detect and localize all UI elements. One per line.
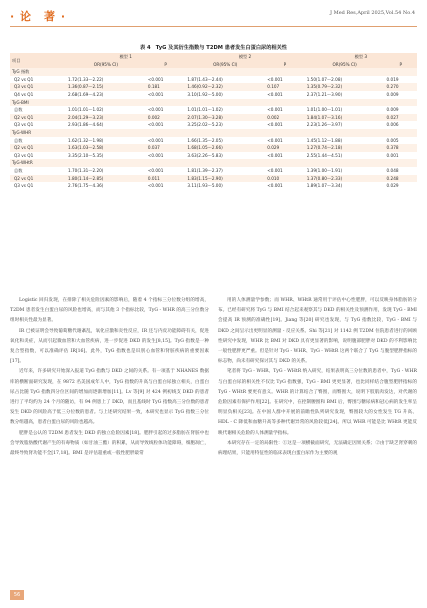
p-cell: 0.378 [386, 145, 399, 151]
section-header: · 论 著 · [10, 10, 67, 23]
p-cell: 0.002 [147, 114, 160, 120]
p-cell: <0.001 [267, 137, 283, 143]
p-header: P [164, 61, 167, 67]
journal-citation: J Med Res,April 2025,Vol.54 No.4 [329, 10, 415, 16]
p-cell: 0.037 [147, 145, 160, 151]
p-cell: <0.001 [267, 183, 283, 189]
row-label: Q4 vs Q1 [14, 91, 34, 97]
header-divider [10, 26, 417, 27]
p-cell: <0.001 [267, 76, 283, 82]
p-cell: <0.001 [147, 137, 164, 143]
p-cell: <0.001 [267, 91, 283, 97]
p-cell: 0.010 [267, 175, 280, 181]
table-group-row [10, 68, 417, 76]
results-table [10, 53, 417, 190]
or-cell: 2.07(1.30～3.28) [187, 114, 223, 120]
or-cell: 1.89(1.07～3.34) [306, 183, 343, 189]
p-cell: 0.029 [386, 183, 399, 189]
row-label: 总数 [14, 137, 23, 143]
table-row [10, 167, 417, 175]
paragraph: 用的人体测量学参数；而 WHR、WHtR 通常用于评估中心性肥胖，可以反映身体脂肪的分布。已经有研究将 TyG 与 BMI 结合起来观察其与 DKD 的相关性及预测作用，发现 TyG - BMI 会提高 IR 预测的准确性[19]。Jiang 等[20] 研究也发现，与 TyG 指数比较，TyG - BMI 与 DKD 之间呈示出更明显的测量 - 反应关系。Shi 等[21] 对 1142 例 T2DM 住院患者进行的回顾性研究中发现，WHR 比 BMI 对 DKD 具有更显著的影响，说明腹部肥胖对 DKD 的不利影响比一般性肥胖更严重。但是针对 TyG - WHR、TyG - WHtR 这两个联合了 TyG 与腹型肥胖指标的标志物，尚未有研究探讨其与 DKD 的关系。 [218, 298, 417, 365]
p-cell: <0.001 [267, 122, 283, 128]
or-header: OR(95% CI) [213, 61, 238, 67]
p-cell: 0.107 [267, 84, 280, 90]
or-cell: 1.50(1.07～2.08) [306, 76, 343, 82]
or-cell: 1.01(1.01～1.02) [68, 107, 104, 113]
table-row [10, 106, 417, 114]
p-cell: 0.181 [147, 84, 160, 90]
p-cell: <0.001 [267, 107, 283, 113]
p-cell: <0.001 [147, 167, 164, 173]
table-row [10, 83, 417, 91]
table-group-row [10, 99, 417, 107]
table-row [10, 175, 417, 183]
or-cell: 2.37(1.21～3.90) [306, 91, 343, 97]
or-cell: 1.01(1.00～1.01) [306, 107, 343, 113]
p-cell: 0.009 [386, 91, 399, 97]
or-cell: 1.37(0.80～2.33) [306, 175, 343, 181]
p-cell: <0.001 [147, 91, 164, 97]
p-cell: 0.002 [267, 114, 280, 120]
or-cell: 1.70(1.31～2.20) [68, 167, 104, 173]
table-row [10, 152, 417, 160]
p-cell: 0.270 [386, 84, 399, 90]
or-cell: 1.35(0.79～2.32) [306, 84, 343, 90]
table-row [10, 182, 417, 190]
group-label: TyG-WHtR [12, 160, 33, 166]
p-cell: 0.048 [386, 167, 399, 173]
or-cell: 1.66(1.35～2.05) [187, 137, 223, 143]
paragraph: 笔者将 TyG - WHR、TyG - WHtR 纳入研究，结果表明高三分位数的患者中，TyG - WHR 与白蛋白尿的相关性不仅比 TyG 指数强，TyG - BMI 更更显著，也比同样结合腹型肥胖指标的 TyG - WHtR 要更有意义。WHR 的计算结合了臀围，而臀围大，说明下肢肌肉发达，对代谢的危险因素有保护作用[22]。在研究中，在控制腰围和 BMI 后，臀围与糖尿病和冠心病的发生率呈明显负相关[23]。在中国人群中开展的前瞻性队列研究发现，臀围较大的女性发生 TG 升高、HDL - C 降低和血糖升高等多种代谢异常的风险较低[24]。所以 WHR 可能是比 WHtR 更能反映代谢相关危险的人体测量学指标。 [218, 369, 417, 436]
row-label: Q3 vs Q1 [14, 152, 34, 158]
row-label: Q2 vs Q1 [14, 145, 34, 151]
p-header: P [283, 61, 287, 67]
paragraph: 本研究存在一定的局限性：①这是一项横截面研究，无法确定因果关系；②由于缺乏肾穿刺的病理结果，只能用特征性的临床表现白蛋白尿作为主要的观 [218, 440, 417, 457]
p-header: P [399, 61, 403, 67]
or-cell: 1.68(1.05～2.66) [187, 145, 223, 151]
row-label: 总数 [14, 107, 23, 113]
or-cell: 2.04(1.29～3.23) [68, 114, 104, 120]
model-1-header: 模型 1 [119, 54, 132, 59]
p-cell: 0.006 [386, 122, 399, 128]
or-cell: 1.63(1.03～2.58) [68, 145, 104, 151]
row-label: Q2 vs Q1 [14, 114, 34, 120]
table-group-row [10, 129, 417, 137]
or-cell: 3.35(2.10～5.35) [68, 152, 104, 158]
row-label: Q3 vs Q1 [14, 122, 34, 128]
or-cell: 2.55(1.44～4.51) [306, 152, 343, 158]
or-cell: 3.11(1.93～5.00) [187, 183, 223, 189]
col-project: 项目 [12, 57, 21, 63]
right-column-text [218, 296, 417, 459]
row-label: Q3 vs Q1 [14, 84, 34, 90]
or-header: OR(95% CI) [93, 61, 119, 67]
or-cell: 2.93(1.86～4.64) [68, 122, 104, 128]
paragraph: Logistic 回归发现，在排除了相关危险因素的影响后，随着 4 个指标三分位数分组的增高，T2DM 患者发生白蛋白尿的风险也增高，而与其他 3 个指标比较，TyG - WHR 的高三分位数分组时相关性最为显著。 [10, 298, 209, 324]
table-group-row [10, 159, 417, 167]
p-cell: 0.009 [386, 107, 399, 113]
or-cell: 1.62(1.32～1.98) [68, 137, 104, 143]
row-label: Q2 vs Q1 [14, 76, 34, 82]
model-3-header: 模型 3 [354, 54, 368, 59]
or-cell: 1.80(1.14～2.85) [68, 175, 104, 181]
or-cell: 3.63(2.26～5.83) [187, 152, 223, 158]
or-cell: 1.45(1.12～1.88) [306, 137, 343, 143]
row-label: Q3 vs Q1 [14, 183, 34, 189]
table-row [10, 144, 417, 152]
p-cell: <0.001 [147, 76, 164, 82]
table-row [10, 114, 417, 122]
paragraph: 肥胖是公认的 T2DM 患者发生 DKD 的独立危险因素[18]。肥胖引起的过多脂肪在肾脏中也会导致脂肪酸代谢产生的有毒物质（如甘油三酯）的积累，从而导致线粒体功能障碍，细胞凋亡，最终导致肾功能不全[17,18]。BMI 是评估超重或一般性肥胖最常 [10, 430, 209, 457]
group-label: TyG-BMI [12, 99, 29, 105]
group-label: TyG 指数 [12, 69, 30, 75]
table-row [10, 121, 417, 129]
model-2-header: 模型 2 [238, 54, 252, 59]
or-cell: 1.46(0.92～2.32) [187, 84, 223, 90]
p-cell: <0.001 [147, 183, 164, 189]
or-cell: 1.83(1.15～2.90) [187, 175, 223, 181]
p-cell: <0.001 [147, 122, 164, 128]
row-label: 总数 [14, 167, 23, 173]
p-cell: 0.248 [386, 175, 399, 181]
paragraph: 近年来，许多研究开始深入报道 TyG 指数与 DKD 之间的关系。有一项基于 NHANES 数据库的横断面研究发现，在 9872 名美国成年人中，TyG 指数的升高与白蛋白尿独立相关，白蛋白尿占比随 TyG 指数四分位区间的增加而逐渐增加[11]。Lv 等[9] 对 424 例初线支 DKD 的患者进行了平均约为 24 个月的随访，有 94 例患上了 DKD，而且基线时 TyG 指数高三分位数的患者发生 DKD 的风险高于低三分位数的患者。与上述研究结果一致，本研究也显示 TyG 指数三分位数分组越高，患者白蛋白尿的风险也越高。 [10, 369, 209, 426]
or-cell: 2.23(1.26～3.97) [306, 122, 343, 128]
or-cell: 1.01(1.01～1.02) [187, 107, 223, 113]
group-label: TyG-WHR [12, 129, 32, 135]
page-number: 56 [10, 590, 24, 600]
or-header: OR(95% CI) [332, 61, 357, 67]
p-cell: 0.005 [386, 137, 399, 143]
or-cell: 3.10(1.92～5.00) [187, 91, 223, 97]
p-cell: 0.011 [147, 175, 160, 181]
p-cell: <0.001 [267, 152, 283, 158]
paragraph: IR 已被证明会导致葡萄糖代谢紊乱，氧化应激和炎性反应，IR 还与内皮功能障碍有关，促进氧化和炎症，从而引起微血管和大血管疾病，进一步促进 DKD 的发生[8,15]。TyG 指数是一种复合型指数，可以准确评估 IR[16]。此外，TyG 指数也是识别心血管和肾脏疾病的重要因素[17]。 [10, 328, 209, 365]
table-title: 表 4 TyG 及其衍生指数与 T2DM 患者发生白蛋白尿的相关性 [140, 45, 287, 51]
table-row [10, 137, 417, 145]
or-cell: 1.87(1.43～2.44) [187, 76, 223, 82]
left-column-text [10, 296, 209, 459]
or-cell: 1.36(0.87～2.15) [68, 84, 104, 90]
p-cell: <0.001 [147, 152, 164, 158]
p-cell: 0.001 [386, 152, 399, 158]
table-row [10, 91, 417, 99]
or-cell: 1.81(1.39～2.37) [187, 167, 223, 173]
or-cell: 2.76(1.75～4.36) [68, 183, 104, 189]
or-cell: 3.25(2.02～5.23) [187, 122, 223, 128]
p-cell: <0.001 [267, 167, 283, 173]
or-cell: 1.27(0.74～2.18) [306, 145, 343, 151]
p-cell: 0.027 [386, 114, 399, 120]
or-cell: 1.84(1.07～3.16) [306, 114, 343, 120]
p-cell: 0.029 [267, 145, 280, 151]
or-cell: 2.68(1.69～4.23) [68, 91, 104, 97]
or-cell: 1.39(1.00～1.91) [306, 167, 343, 173]
p-cell: 0.019 [386, 76, 399, 82]
row-label: Q2 vs Q1 [14, 175, 34, 181]
table-row [10, 76, 417, 84]
or-cell: 1.72(1.33～2.22) [68, 76, 104, 82]
p-cell: <0.001 [147, 107, 164, 113]
